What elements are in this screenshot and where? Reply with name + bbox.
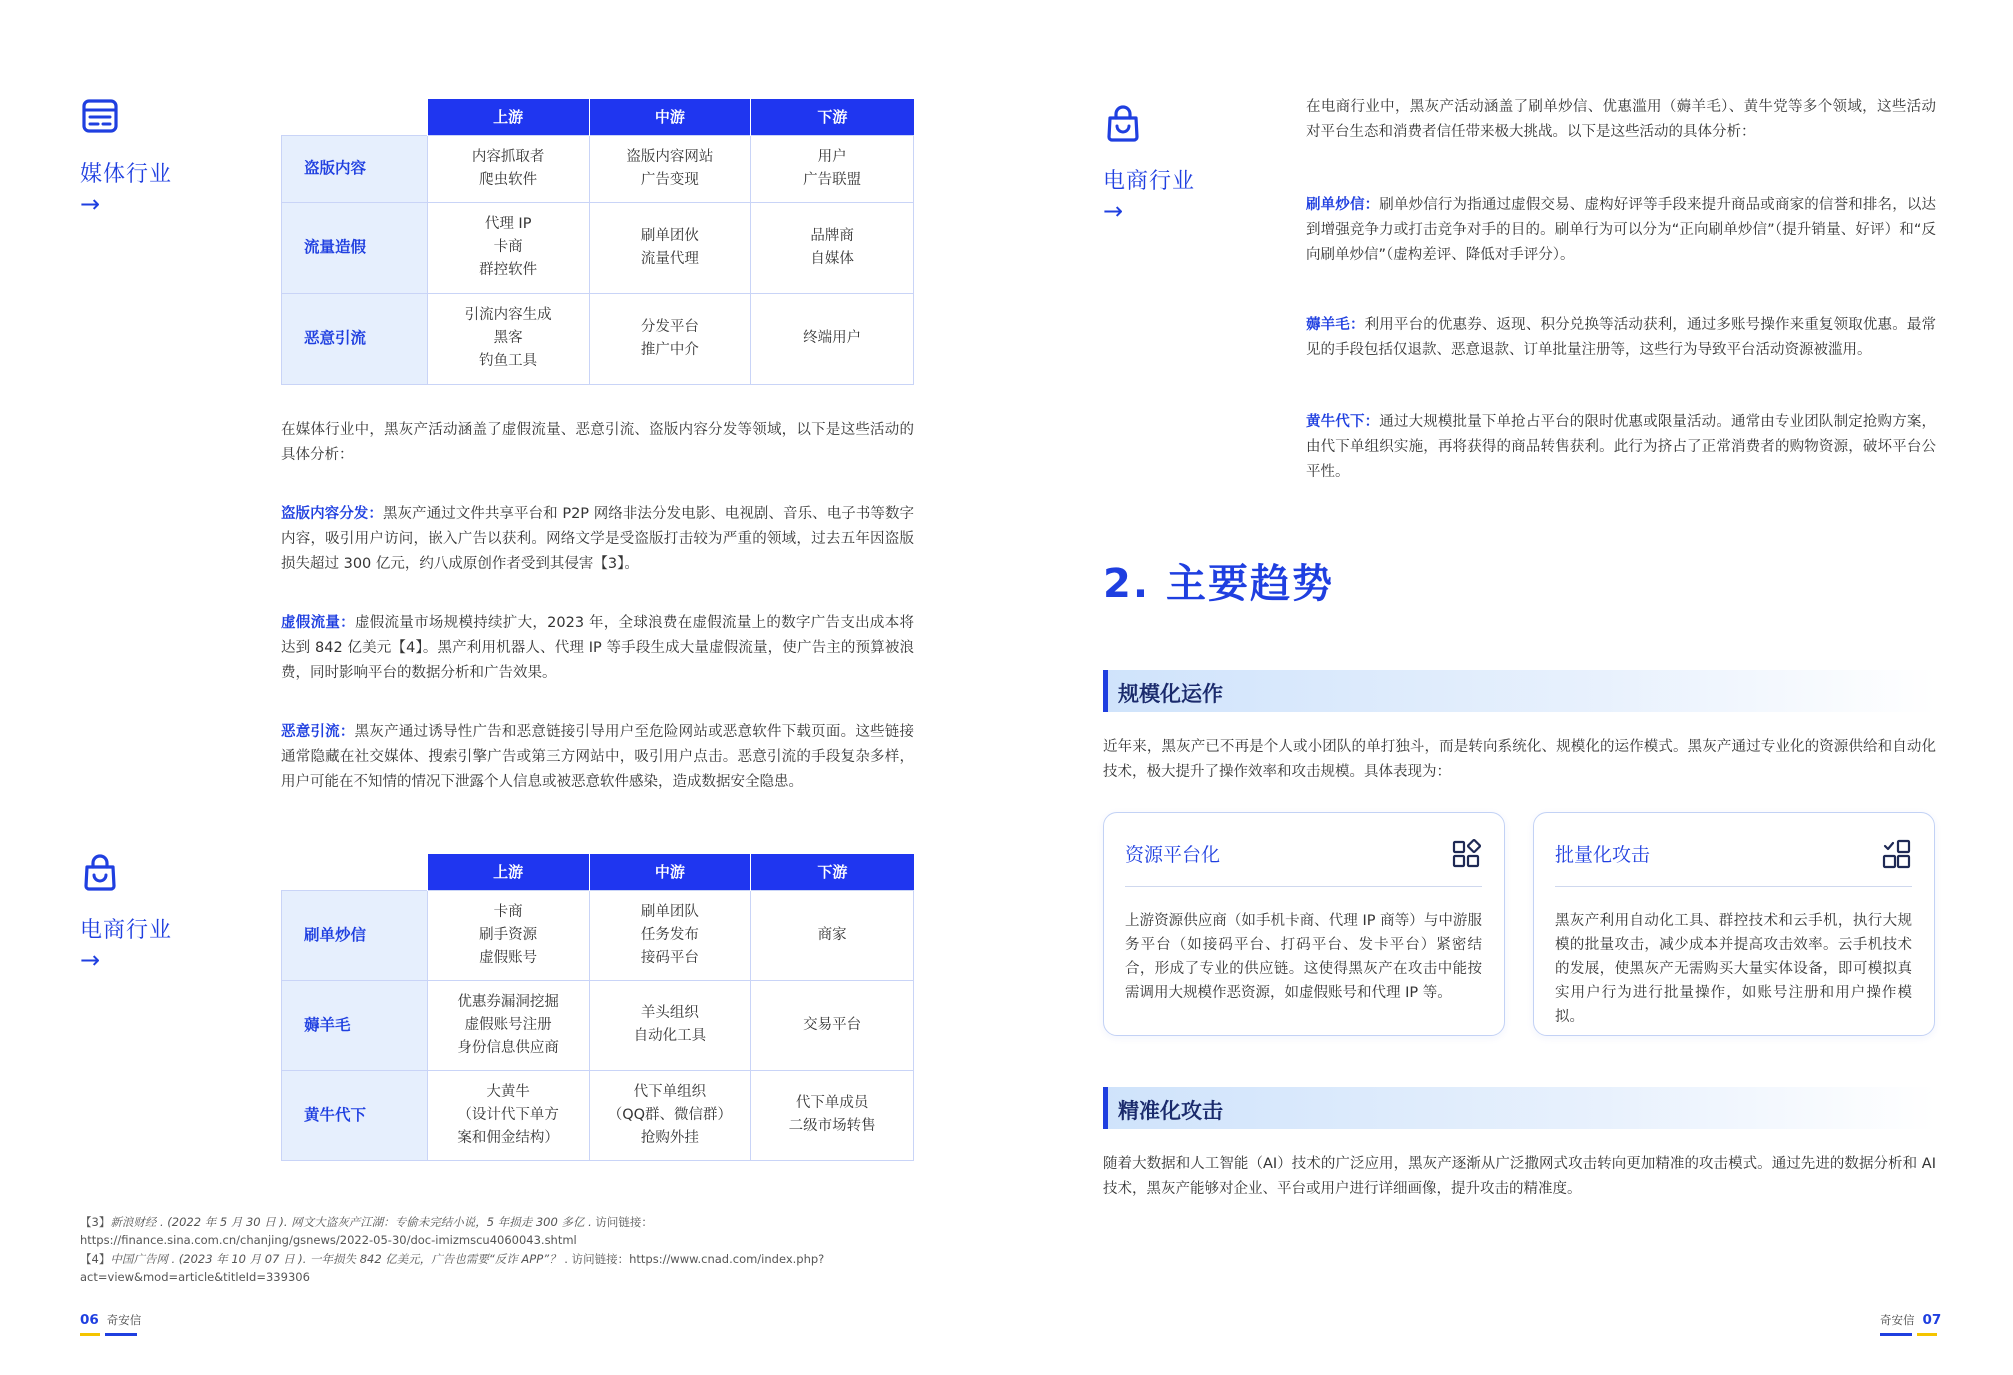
table-header-row — [282, 854, 914, 890]
ecom-industry-table — [281, 854, 914, 1161]
subsection-paragraph: 随着大数据和人工智能（AI）技术的广泛应用，黑灰产逐渐从广泛撒网式攻击转向更加精准的攻击模式。通过先进的数据分析和 AI 技术，黑灰产能够对企业、平台或用户进行详细画像，提升攻击的精准度。 — [1103, 1156, 1936, 1197]
trend-card — [1533, 812, 1935, 1036]
footer-accent-bar — [105, 1333, 137, 1336]
brand-name: 奇安信 — [1880, 1313, 1915, 1327]
table-row — [282, 135, 914, 202]
table-row — [282, 202, 914, 293]
table-cell: 交易平台 — [751, 980, 914, 1070]
table-cell: 品牌商 自媒体 — [751, 202, 914, 293]
analysis-paragraph: 薅羊毛：利用平台的优惠券、返现、积分兑换等活动获利，通过多账号操作来重复领取优惠。最常见的手段包括仅退款、恶意退款、订单批量注册等，这些行为导致平台活动资源被滥用。 — [1306, 317, 1937, 358]
table-cell: 引流内容生成 黑客 钓鱼工具 — [427, 293, 589, 384]
ecom-industry-label — [1103, 104, 1195, 225]
batch-grid-icon — [1882, 839, 1912, 869]
header-midstream: 中游 — [589, 854, 751, 890]
media-industry-label — [80, 97, 172, 218]
row-label: 盗版内容 — [282, 135, 428, 202]
analysis-paragraph: 恶意引流：黑灰产通过诱导性广告和恶意链接引导用户至危险网站或恶意软件下载页面。这些链接通常隐藏在社交媒体、搜索引擎广告或第三方网站中，吸引用户点击。恶意引流的手段复杂多样，用户可能在不知情的情况下泄露个人信息或被恶意软件感染，造成数据安全隐患。 — [281, 724, 915, 790]
table-cell: 盗版内容网站 广告变现 — [589, 135, 751, 202]
footnote: 【3】新浪财经 . (2022 年 5 月 30 日 ). 网文大盗灰产江湖：专偷未完结小说，5 年损走 300 多亿 . 访问链接：https://finance.sina.com.cn/chanjing/gsnews/2022-05-30/doc-imizmscu4060043.shtml — [80, 1215, 653, 1247]
table-cell: 代下单成员 二级市场转售 — [751, 1070, 914, 1160]
card-text: 上游资源供应商（如手机卡商、代理 IP 商等）与中游服务平台（如接码平台、打码平台、发卡平台）紧密结合，形成了专业的供应链。这使得黑灰产在攻击中能按需调用大规模作恶资源，如虚假账号和代理 IP 等。 — [1125, 913, 1482, 1001]
page-footer — [80, 1312, 141, 1328]
media-intro-paragraph: 在媒体行业中，黑灰产活动涵盖了虚假流量、恶意引流、盗版内容分发等领域，以下是这些活动的具体分析： — [281, 422, 914, 463]
card-divider — [1125, 886, 1482, 887]
brand-name: 奇安信 — [106, 1313, 142, 1327]
card-text: 黑灰产利用自动化工具、群控技术和云手机，执行大规模的批量攻击，减少成本并提高攻击效率。云手机技术的发展，使黑灰产无需购买大量实体设备，即可模拟真实用户行为进行批量操作，如账号注册和用户操作模拟。 — [1555, 913, 1912, 1025]
header-downstream: 下游 — [751, 99, 914, 135]
table-cell: 代理 IP 卡商 群控软件 — [427, 202, 589, 293]
shopping-bag-icon — [80, 853, 120, 893]
subsection-header — [1103, 1087, 1936, 1129]
industry-title: 媒体行业 — [80, 162, 173, 187]
analysis-paragraph: 虚假流量：虚假流量市场规模持续扩大，2023 年，全球浪费在虚假流量上的数字广告支出成本将达到 842 亿美元【4】。黑产利用机器人、代理 IP 等手段生成大量虚假流量，使广告主的预算被浪费，同时影响平台的数据分析和广告效果。 — [281, 615, 914, 681]
table-cell: 用户 广告联盟 — [751, 135, 914, 202]
media-screen-icon — [80, 97, 120, 137]
table-row — [282, 1070, 914, 1160]
table-corner-cell — [282, 854, 428, 890]
header-midstream: 中游 — [589, 99, 751, 135]
ecom-intro-paragraph: 在电商行业中，黑灰产活动涵盖了刷单炒信、优惠滥用（薅羊毛）、黄牛党等多个领域，这些活动对平台生态和消费者信任带来极大挑战。以下是这些活动的具体分析： — [1306, 99, 1936, 140]
row-label: 薅羊毛 — [282, 980, 428, 1070]
row-label: 刷单炒信 — [282, 890, 428, 980]
footer-accent-bar — [1917, 1333, 1937, 1336]
subsection-header — [1103, 670, 1936, 712]
table-cell: 优惠券漏洞挖掘 虚假账号注册 身份信息供应商 — [427, 980, 589, 1070]
analysis-paragraph: 刷单炒信：刷单炒信行为指通过虚假交易、虚构好评等手段来提升商品或商家的信誉和排名，以达到增强竞争力或打击竞争对手的目的。刷单行为可以分为“正向刷单炒信”（提升销量、好评）和“反向刷单炒信”（虚构差评、降低对手评分）。 — [1306, 197, 1937, 263]
table-cell: 卡商 刷手资源 虚假账号 — [427, 890, 589, 980]
table-row — [282, 293, 914, 384]
page-number: 06 — [80, 1312, 99, 1328]
card-title: 资源平台化 — [1125, 844, 1221, 866]
table-header-row — [282, 99, 914, 135]
header-upstream: 上游 — [427, 854, 589, 890]
subsection-paragraph: 近年来，黑灰产已不再是个人或小团队的单打独斗，而是转向系统化、规模化的运作模式。黑灰产通过专业化的资源供给和自动化技术，极大提升了操作效率和攻击规模。具体表现为： — [1103, 739, 1936, 780]
table-corner-cell — [282, 99, 428, 135]
analysis-paragraph: 盗版内容分发：黑灰产通过文件共享平台和 P2P 网络非法分发电影、电视剧、音乐、电子书等数字内容，吸引用户访问，嵌入广告以获利。网络文学是受盗版打击较为严重的领域，过去五年因盗版损失超过 300 亿元，约八成原创作者受到其侵害【3】。 — [281, 506, 915, 572]
table-cell: 分发平台 推广中介 — [589, 293, 751, 384]
ecom-industry-label — [80, 853, 172, 974]
table-cell: 刷单团队 任务发布 接码平台 — [589, 890, 751, 980]
header-upstream: 上游 — [427, 99, 589, 135]
subsection-accent-bar — [1103, 1087, 1108, 1129]
card-title: 批量化攻击 — [1555, 844, 1651, 866]
table-row — [282, 980, 914, 1070]
footer-accent-bar — [1880, 1333, 1912, 1336]
arrow-right-icon: → — [80, 946, 101, 974]
widgets-icon — [1452, 839, 1482, 869]
table-cell: 内容抓取者 爬虫软件 — [427, 135, 589, 202]
industry-title: 电商行业 — [1103, 169, 1196, 194]
shopping-bag-icon — [1103, 104, 1143, 144]
industry-title: 电商行业 — [80, 918, 173, 943]
subsection-title: 规模化运作 — [1118, 682, 1223, 706]
row-label: 黄牛代下 — [282, 1070, 428, 1160]
trend-card — [1103, 812, 1505, 1036]
table-row — [282, 890, 914, 980]
footnote: 【4】中国广告网 . (2023 年 10 月 07 日 ). 一年损失 842 亿美元，广告也需要“反诈 APP”？ . 访问链接：https://www.cnad.com/index.php?act=view&mod=article&titleId=339306 — [80, 1252, 825, 1284]
row-label: 流量造假 — [282, 202, 428, 293]
media-industry-table — [281, 99, 914, 385]
subsection-accent-bar — [1103, 670, 1108, 712]
table-cell: 商家 — [751, 890, 914, 980]
header-downstream: 下游 — [751, 854, 914, 890]
row-label: 恶意引流 — [282, 293, 428, 384]
table-cell: 羊头组织 自动化工具 — [589, 980, 751, 1070]
arrow-right-icon: → — [1103, 197, 1124, 225]
footer-accent-bar — [80, 1333, 100, 1336]
page-footer — [1880, 1312, 1941, 1328]
subsection-title: 精准化攻击 — [1118, 1099, 1223, 1123]
table-cell: 大黄牛 （设计代下单方 案和佣金结构） — [427, 1070, 589, 1160]
table-cell: 终端用户 — [751, 293, 914, 384]
table-cell: 代下单组织 （QQ群、微信群） 抢购外挂 — [589, 1070, 751, 1160]
page-number: 07 — [1922, 1312, 1942, 1328]
analysis-paragraph: 黄牛代下：通过大规模批量下单抢占平台的限时优惠或限量活动。通常由专业团队制定抢购方案，由代下单组织实施，再将获得的商品转售获利。此行为挤占了正常消费者的购物资源，破坏平台公平性。 — [1306, 414, 1937, 480]
card-divider — [1555, 886, 1912, 887]
table-cell: 刷单团伙 流量代理 — [589, 202, 751, 293]
arrow-right-icon: → — [80, 190, 101, 218]
left-page — [0, 0, 1006, 1375]
section-title: 2. 主要趋势 — [1103, 561, 1334, 607]
